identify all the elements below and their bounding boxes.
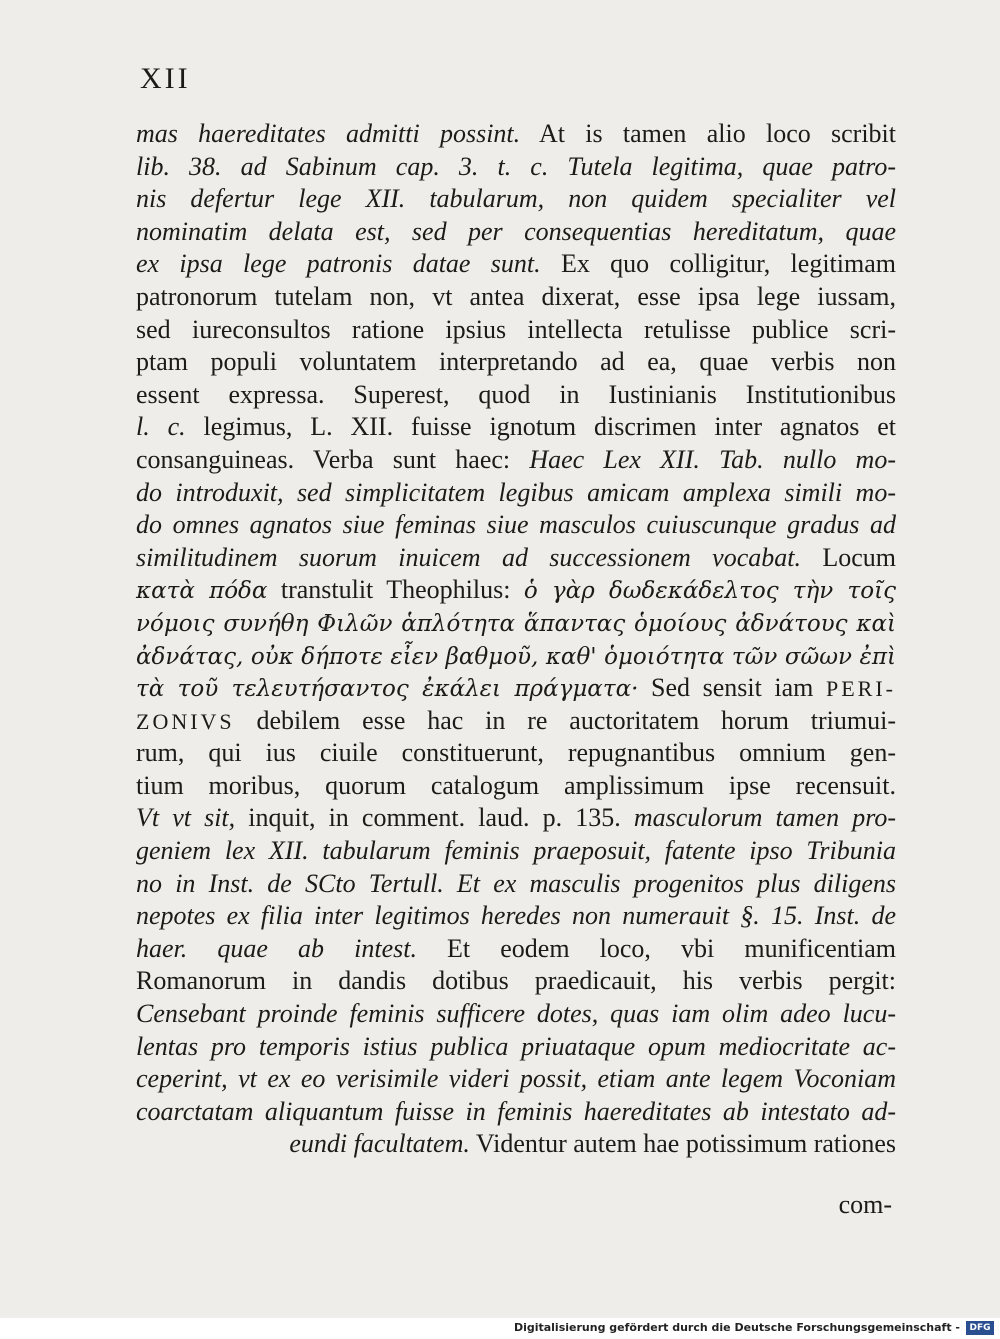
text-line <box>136 314 896 347</box>
text-line <box>136 607 896 640</box>
text-segment: coarctatam aliquantum fuisse in feminis haereditates ab intestato ad- <box>136 1096 896 1126</box>
text-segment: Locum <box>800 542 896 572</box>
text-segment: legimus, L. XII. fuisse ignotum discrimen inter agnatos et <box>185 412 896 442</box>
text-segment: no in Inst. de SCto Tertull. Et ex masculis progenitos plus diligens <box>136 868 896 898</box>
text-segment: νόμοις συνήθη Φιλῶν ἁπλότητα ἅπαντας ὁμοίους ἀδνάτους καὶ <box>136 610 896 637</box>
text-line <box>136 802 896 835</box>
text-segment: Romanorum in dandis dotibus praedicauit, his verbis pergit: <box>136 966 896 996</box>
text-line <box>136 542 896 575</box>
text-segment: nepotes ex filia inter legitimos heredes non numerauit §. 15. Inst. de <box>136 901 896 931</box>
text-segment: patronorum tutelam non, vt antea dixerat, esse ipsa lege iussam, <box>136 281 896 311</box>
text-segment: mas haereditates admitti possint. <box>136 119 521 148</box>
text-segment: lib. 38. ad Sabinum cap. 3. t. c. Tutela legitima, quae patro- <box>136 151 896 181</box>
text-segment: Censebant proinde feminis sufficere dotes, quas iam olim adeo lucu- <box>136 999 896 1029</box>
text-segment: debilem esse hac in re auctoritatem horum triumui- <box>234 705 896 735</box>
text-segment: transtulit Theophilus: <box>267 575 524 605</box>
text-segment: l. c. <box>136 412 186 442</box>
text-segment: ex ipsa lege patronis datae sunt. <box>136 249 541 279</box>
text-segment: PERI- <box>826 676 896 702</box>
text-segment: τὰ τοῦ τελευτήσαντος ἐκάλει πράγματα· <box>136 676 639 703</box>
text-line <box>136 705 896 738</box>
text-segment: κατὰ πόδα <box>136 578 268 605</box>
text-segment: inquit, in comment. laud. p. 135. <box>235 803 634 833</box>
text-segment: tium moribus, quorum catalogum amplissimum ipse recensuit. <box>136 770 896 800</box>
text-line <box>136 1128 896 1161</box>
text-line <box>136 151 896 184</box>
text-line <box>136 379 896 412</box>
text-line <box>136 444 896 477</box>
dfg-logo-icon: DFG <box>966 1321 994 1335</box>
text-line <box>136 216 896 249</box>
footer-bar <box>0 1318 1000 1339</box>
body-text <box>136 118 896 1161</box>
text-segment: do introduxit, sed simplicitatem legibus amicam amplexa simili mo- <box>136 477 896 507</box>
catchword: com- <box>838 1190 892 1219</box>
text-segment: ZONIVS <box>136 708 235 734</box>
text-line <box>136 477 896 510</box>
text-segment: ptam populi voluntatem interpretando ad ea, quae verbis non <box>136 347 896 377</box>
text-segment: Vt vt sit, <box>136 803 236 833</box>
text-line <box>136 998 896 1031</box>
text-line <box>136 1096 896 1129</box>
text-segment: rum, qui ius ciuile constituerunt, repugnantibus omnium gen- <box>136 738 896 768</box>
text-line <box>136 965 896 998</box>
text-segment: Ex quo colligitur, legitimam <box>540 249 896 279</box>
text-line <box>136 118 896 151</box>
text-segment: ὁ γὰρ δωδεκάδελτος τὴν τοῖς <box>523 578 896 605</box>
text-segment: Sed sensit iam <box>638 673 826 703</box>
text-segment: Et eodem loco, vbi munificentiam <box>416 933 896 963</box>
text-line <box>136 248 896 281</box>
text-line <box>136 1031 896 1064</box>
text-segment: At is tamen alio loco scribit <box>520 119 896 148</box>
text-line <box>136 1063 896 1096</box>
page-number: XII <box>140 62 191 95</box>
text-line <box>136 672 896 705</box>
text-line <box>136 574 896 607</box>
text-segment: consanguineas. Verba sunt haec: <box>136 444 530 474</box>
text-line <box>136 933 896 966</box>
text-line <box>136 737 896 770</box>
text-segment: do omnes agnatos siue feminas siue masculos cuiuscunque gradus ad <box>136 510 896 540</box>
text-line <box>136 281 896 314</box>
text-segment: masculorum tamen pro- <box>633 803 897 833</box>
text-segment: nis defertur lege XII. tabularum, non quidem specialiter vel <box>136 184 896 214</box>
text-segment: Videntur autem hae potissimum rationes <box>469 1129 896 1159</box>
text-line <box>136 411 896 444</box>
text-line <box>136 835 896 868</box>
text-segment: essent expressa. Superest, quod in Iustinianis Institutionibus <box>136 379 896 409</box>
footer-credit: Digitalisierung gefördert durch die Deutsche Forschungsgemeinschaft - <box>513 1321 960 1334</box>
text-line <box>136 900 896 933</box>
text-line <box>136 509 896 542</box>
text-segment: Haec Lex XII. Tab. nullo mo- <box>529 444 896 474</box>
text-line <box>136 640 896 673</box>
text-segment: haer. quae ab intest. <box>136 933 417 963</box>
text-segment: ἀδνάτας, οὐκ δήποτε εἶεν βαθμοῦ, καθ' ὁμοιότητα τῶν σῶων ἐπὶ <box>136 643 896 670</box>
text-line <box>136 183 896 216</box>
text-segment: ceperint, vt ex eo verisimile videri possit, etiam ante legem Voconiam <box>136 1064 896 1094</box>
text-line <box>136 346 896 379</box>
text-segment: nominatim delata est, sed per consequentias hereditatum, quae <box>136 216 896 246</box>
text-segment: similitudinem suorum inuicem ad successionem vocabat. <box>136 542 801 572</box>
text-segment: eundi facultatem. <box>289 1129 470 1159</box>
text-line <box>136 770 896 803</box>
text-segment: sed iureconsultos ratione ipsius intellecta retulisse publice scri- <box>136 314 896 344</box>
text-line <box>136 868 896 901</box>
text-segment: lentas pro temporis istius publica priuataque opum mediocritate ac- <box>136 1031 896 1061</box>
text-segment: geniem lex XII. tabularum feminis praeposuit, fatente ipso Tribunia <box>136 836 896 866</box>
